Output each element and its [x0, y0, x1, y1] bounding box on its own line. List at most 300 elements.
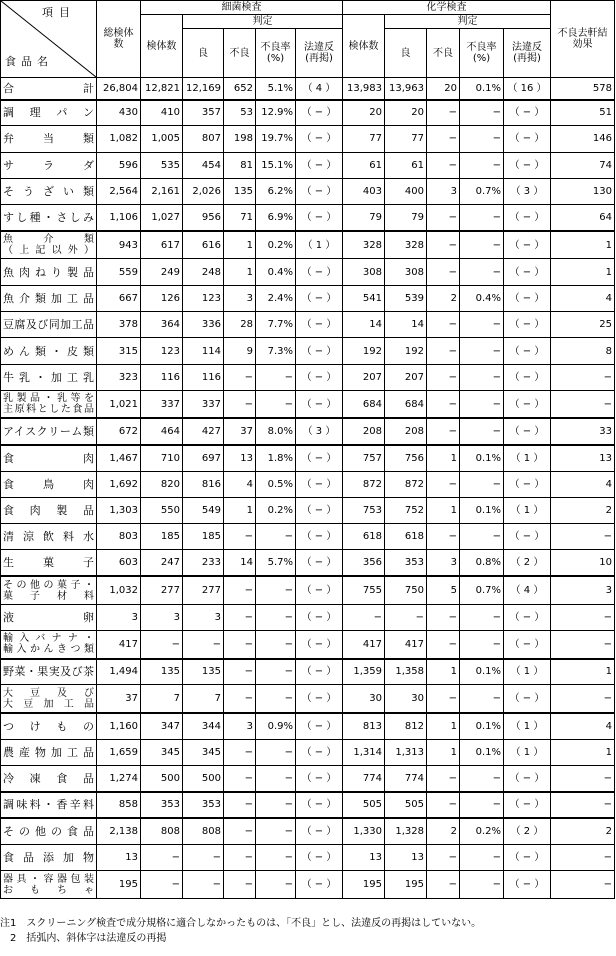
table-cell: − — [224, 364, 256, 390]
table-cell: 277 — [183, 576, 224, 604]
table-cell: 505 — [343, 792, 385, 818]
table-cell: 13 — [224, 445, 256, 471]
table-cell: 4 — [551, 471, 615, 497]
table-cell: 812 — [385, 713, 427, 739]
table-cell: 0.2% — [256, 497, 296, 523]
table-cell: 464 — [141, 418, 183, 444]
table-cell: − — [141, 631, 183, 659]
table-cell: 308 — [385, 259, 427, 285]
table-cell: 596 — [97, 152, 141, 178]
total-label: 合計 — [1, 78, 97, 100]
table-cell: 61 — [385, 152, 427, 178]
table-cell: − — [551, 524, 615, 550]
table-cell: （ − ） — [504, 126, 551, 152]
table-cell: 20 — [343, 100, 385, 126]
table-cell: 353 — [141, 792, 183, 818]
table-cell: 13 — [343, 844, 385, 870]
table-cell: 79 — [343, 205, 385, 231]
food-row — [1, 338, 615, 364]
table-cell: 74 — [551, 152, 615, 178]
table-cell: − — [224, 685, 256, 713]
food-name-line1: 大豆及び — [3, 687, 94, 699]
table-cell: 500 — [141, 765, 183, 791]
food-name-line1: 魚介類 — [3, 234, 94, 246]
table-cell: − — [427, 871, 460, 899]
food-name: そうざい類 — [1, 178, 97, 204]
table-cell: 0.8% — [460, 550, 504, 576]
table-cell: 813 — [343, 713, 385, 739]
table-cell: 12.9% — [256, 100, 296, 126]
table-cell: 185 — [141, 524, 183, 550]
footnote-2: 2 括弧内、斜体字は法違反の再掲 — [0, 933, 167, 944]
header-bacteria-violation: 法違反(再掲) — [296, 29, 343, 78]
food-name: 液卵 — [1, 604, 97, 630]
table-cell: （ 3 ） — [504, 178, 551, 204]
total-cell: 13,963 — [385, 78, 427, 100]
table-cell: 13 — [97, 844, 141, 870]
food-name-line2: 主原料とした食品 — [3, 404, 94, 416]
table-cell: − — [460, 685, 504, 713]
table-cell: − — [551, 765, 615, 791]
table-cell: （ − ） — [504, 100, 551, 126]
food-name — [1, 631, 97, 659]
table-cell: 1 — [427, 497, 460, 523]
table-cell: 1 — [427, 659, 460, 685]
food-name: 調味料・香辛料 — [1, 792, 97, 818]
table-cell: 323 — [97, 364, 141, 390]
table-cell: − — [224, 631, 256, 659]
table-cell: 2,026 — [183, 178, 224, 204]
food-row — [1, 285, 615, 311]
table-cell: − — [460, 844, 504, 870]
food-row — [1, 497, 615, 523]
table-cell: 505 — [385, 792, 427, 818]
table-cell: 10 — [551, 550, 615, 576]
table-cell: 0.1% — [460, 497, 504, 523]
food-name: 食肉製品 — [1, 497, 97, 523]
table-cell: 198 — [224, 126, 256, 152]
table-cell: 14 — [224, 550, 256, 576]
food-row — [1, 631, 615, 659]
header-chemical-samples: 検体数 — [343, 15, 385, 78]
table-cell: 192 — [343, 338, 385, 364]
table-cell: 7.3% — [256, 338, 296, 364]
table-cell: 549 — [183, 497, 224, 523]
table-cell: − — [256, 818, 296, 844]
table-cell: 400 — [385, 178, 427, 204]
table-cell: − — [427, 259, 460, 285]
table-cell: 248 — [183, 259, 224, 285]
table-cell: 192 — [385, 338, 427, 364]
food-name: 魚肉ねり製品 — [1, 259, 97, 285]
table-cell: − — [224, 765, 256, 791]
table-cell: − — [427, 338, 460, 364]
table-cell: − — [551, 390, 615, 418]
header-bacteria-judgement: 判定 — [183, 15, 343, 29]
food-name-line2: 輸入かんきつ類 — [3, 644, 94, 656]
table-cell: 0.1% — [460, 659, 504, 685]
food-row — [1, 739, 615, 765]
table-cell: 195 — [97, 871, 141, 899]
header-chemical-bad: 不良 — [427, 29, 460, 78]
table-cell: 684 — [385, 390, 427, 418]
food-name-line1: 乳製品・乳等を — [3, 393, 94, 405]
table-cell: 14 — [343, 312, 385, 338]
table-cell: 1 — [427, 739, 460, 765]
table-cell: 757 — [343, 445, 385, 471]
table-cell: − — [427, 205, 460, 231]
header-chemical-group: 化学検査 — [343, 1, 551, 15]
table-cell: 1,328 — [385, 818, 427, 844]
food-name: サラダ — [1, 152, 97, 178]
table-cell: − — [256, 576, 296, 604]
food-row — [1, 152, 615, 178]
header-chemical-good: 良 — [385, 29, 427, 78]
table-cell: 30 — [385, 685, 427, 713]
total-cell: 13,983 — [343, 78, 385, 100]
food-row — [1, 205, 615, 231]
table-cell: 123 — [183, 285, 224, 311]
table-cell: （ − ） — [296, 312, 343, 338]
table-cell: 803 — [97, 524, 141, 550]
table-cell: （ − ） — [296, 390, 343, 418]
footnote-1: 注1 スクリーニング検査で成分規格に適合しなかったものは、「不良」とし、法違反の再掲はしていない。 — [0, 918, 482, 929]
table-cell: − — [224, 524, 256, 550]
header-corner-cell — [1, 1, 97, 78]
table-cell: − — [551, 792, 615, 818]
table-cell: − — [224, 871, 256, 899]
table-cell: （ 1 ） — [504, 445, 551, 471]
table-cell: 618 — [385, 524, 427, 550]
table-cell: 77 — [385, 126, 427, 152]
table-cell: （ 2 ） — [504, 818, 551, 844]
table-cell: − — [427, 312, 460, 338]
table-cell: − — [460, 338, 504, 364]
food-row — [1, 445, 615, 471]
table-cell: 353 — [385, 550, 427, 576]
table-cell: （ − ） — [504, 631, 551, 659]
table-cell: 1.8% — [256, 445, 296, 471]
table-cell: 750 — [385, 576, 427, 604]
table-cell: − — [427, 792, 460, 818]
table-cell: − — [460, 205, 504, 231]
table-cell: （ − ） — [504, 205, 551, 231]
table-cell: − — [460, 471, 504, 497]
table-cell: − — [551, 871, 615, 899]
table-cell: （ − ） — [504, 524, 551, 550]
table-cell: 1 — [224, 497, 256, 523]
footnotes — [0, 916, 481, 946]
table-cell: （ − ） — [504, 844, 551, 870]
table-cell: − — [224, 659, 256, 685]
table-cell: 13 — [385, 844, 427, 870]
table-cell: 0.1% — [460, 713, 504, 739]
table-cell: 808 — [183, 818, 224, 844]
table-cell: − — [551, 631, 615, 659]
table-cell: 1 — [427, 713, 460, 739]
table-cell: 0.4% — [460, 285, 504, 311]
table-cell: 51 — [551, 100, 615, 126]
table-cell: − — [460, 792, 504, 818]
table-cell: − — [183, 844, 224, 870]
header-food-label: 食品名 — [5, 55, 53, 68]
food-row — [1, 524, 615, 550]
total-cell: 12,169 — [183, 78, 224, 100]
food-name: 食鳥肉 — [1, 471, 97, 497]
table-cell: 2 — [551, 497, 615, 523]
table-cell: （ − ） — [296, 205, 343, 231]
table-cell: 8 — [551, 338, 615, 364]
table-cell: 37 — [97, 685, 141, 713]
table-cell: 667 — [97, 285, 141, 311]
table-cell: − — [427, 604, 460, 630]
food-name: 豆腐及び同加工品 — [1, 312, 97, 338]
table-cell: − — [427, 471, 460, 497]
table-cell: 1,314 — [343, 739, 385, 765]
table-cell: − — [224, 604, 256, 630]
total-cell: 12,821 — [141, 78, 183, 100]
table-cell: 19.7% — [256, 126, 296, 152]
table-cell: （ − ） — [504, 390, 551, 418]
table-cell: （ 1 ） — [504, 659, 551, 685]
food-name-line2: （上記以外） — [3, 245, 94, 257]
header-total-samples: 総検体数 — [97, 1, 141, 78]
table-cell: − — [427, 152, 460, 178]
table-cell: − — [427, 126, 460, 152]
table-cell: − — [224, 739, 256, 765]
table-cell: 207 — [343, 364, 385, 390]
table-cell: （ − ） — [296, 713, 343, 739]
table-cell: （ 2 ） — [504, 550, 551, 576]
food-row — [1, 364, 615, 390]
table-cell: − — [460, 390, 504, 418]
table-cell: 0.7% — [460, 178, 504, 204]
table-cell: （ − ） — [296, 364, 343, 390]
food-row — [1, 844, 615, 870]
table-cell: − — [427, 844, 460, 870]
table-cell: 616 — [183, 231, 224, 259]
table-cell: − — [256, 604, 296, 630]
table-cell: 550 — [141, 497, 183, 523]
header-bacteria-bad: 不良 — [224, 29, 256, 78]
food-row — [1, 765, 615, 791]
food-name-line2: おもちゃ — [3, 884, 94, 896]
table-cell: 1,467 — [97, 445, 141, 471]
table-cell: 672 — [97, 418, 141, 444]
table-cell: （ − ） — [296, 524, 343, 550]
table-cell: 249 — [141, 259, 183, 285]
table-cell: 1,313 — [385, 739, 427, 765]
table-cell: 808 — [141, 818, 183, 844]
total-cell: 26,804 — [97, 78, 141, 100]
table-cell: （ − ） — [504, 285, 551, 311]
header-bacteria-group: 細菌検査 — [141, 1, 343, 15]
table-cell: − — [427, 231, 460, 259]
table-cell: 126 — [141, 285, 183, 311]
table-cell: 500 — [183, 765, 224, 791]
table-cell: 195 — [385, 871, 427, 899]
table-cell: 135 — [224, 178, 256, 204]
table-cell: − — [551, 685, 615, 713]
table-cell: − — [385, 604, 427, 630]
table-cell: 7.7% — [256, 312, 296, 338]
table-cell: 353 — [183, 792, 224, 818]
table-cell: （ − ） — [296, 152, 343, 178]
table-cell: 0.1% — [460, 739, 504, 765]
table-cell: 123 — [141, 338, 183, 364]
table-cell: − — [141, 871, 183, 899]
table-cell: 872 — [343, 471, 385, 497]
table-cell: 0.9% — [256, 713, 296, 739]
table-cell: 116 — [183, 364, 224, 390]
header-chemical-judgement: 判定 — [385, 15, 551, 29]
header-chemical-bad-rate: 不良率(%) — [460, 29, 504, 78]
table-cell: （ 4 ） — [504, 576, 551, 604]
table-cell: − — [460, 152, 504, 178]
table-cell: （ 1 ） — [504, 739, 551, 765]
table-cell: （ − ） — [296, 126, 343, 152]
food-name — [1, 871, 97, 899]
table-cell: 774 — [343, 765, 385, 791]
food-row — [1, 178, 615, 204]
food-name: 清涼飲料水 — [1, 524, 97, 550]
table-cell: （ − ） — [504, 338, 551, 364]
header-chemical-violation: 法違反(再掲) — [504, 29, 551, 78]
table-cell: 4 — [224, 471, 256, 497]
table-cell: 1 — [224, 259, 256, 285]
table-cell: （ 1 ） — [504, 497, 551, 523]
table-cell: 356 — [343, 550, 385, 576]
table-cell: （ − ） — [296, 576, 343, 604]
table-cell: 116 — [141, 364, 183, 390]
table-cell: （ − ） — [296, 631, 343, 659]
table-cell: （ 1 ） — [296, 231, 343, 259]
table-cell: 337 — [183, 390, 224, 418]
table-cell: 79 — [385, 205, 427, 231]
food-row — [1, 231, 615, 259]
table-cell: （ − ） — [296, 285, 343, 311]
table-cell: 1,659 — [97, 739, 141, 765]
table-cell: （ − ） — [296, 259, 343, 285]
table-cell: 6.9% — [256, 205, 296, 231]
food-row — [1, 550, 615, 576]
table-cell: 1,358 — [385, 659, 427, 685]
table-cell: （ − ） — [504, 685, 551, 713]
table-cell: 14 — [385, 312, 427, 338]
table-cell: − — [256, 765, 296, 791]
table-cell: 247 — [141, 550, 183, 576]
table-cell: 1,021 — [97, 390, 141, 418]
table-cell: 0.4% — [256, 259, 296, 285]
table-cell: 28 — [224, 312, 256, 338]
table-cell: − — [256, 390, 296, 418]
table-cell: 5 — [427, 576, 460, 604]
table-cell: （ − ） — [504, 471, 551, 497]
table-cell: 541 — [343, 285, 385, 311]
table-cell: 135 — [141, 659, 183, 685]
table-cell: 755 — [343, 576, 385, 604]
total-row — [1, 78, 615, 100]
table-cell: 33 — [551, 418, 615, 444]
food-name: 生菓子 — [1, 550, 97, 576]
table-cell: − — [460, 871, 504, 899]
table-cell: − — [551, 364, 615, 390]
table-cell: 328 — [385, 231, 427, 259]
food-name — [1, 685, 97, 713]
table-cell: 7 — [183, 685, 224, 713]
table-cell: 5.7% — [256, 550, 296, 576]
table-cell: 2,564 — [97, 178, 141, 204]
table-cell: （ − ） — [296, 471, 343, 497]
food-name: すし種・さしみ — [1, 205, 97, 231]
table-cell: 0.5% — [256, 471, 296, 497]
table-cell: 1 — [427, 445, 460, 471]
table-cell: 417 — [385, 631, 427, 659]
total-cell: 5.1% — [256, 78, 296, 100]
table-cell: 37 — [224, 418, 256, 444]
table-cell: 697 — [183, 445, 224, 471]
table-cell: 618 — [343, 524, 385, 550]
food-name: めん類・皮類 — [1, 338, 97, 364]
table-cell: − — [256, 871, 296, 899]
table-cell: 0.2% — [256, 231, 296, 259]
table-cell: 3 — [97, 604, 141, 630]
food-name-line1: その他の菓子・ — [3, 579, 94, 591]
table-cell: 277 — [141, 576, 183, 604]
table-cell: 3 — [183, 604, 224, 630]
total-cell: 0.1% — [460, 78, 504, 100]
table-cell: 1,082 — [97, 126, 141, 152]
table-cell: 195 — [343, 871, 385, 899]
total-cell: 20 — [427, 78, 460, 100]
table-cell: （ − ） — [504, 765, 551, 791]
food-name: 調理パン — [1, 100, 97, 126]
table-cell: 943 — [97, 231, 141, 259]
table-cell: 820 — [141, 471, 183, 497]
table-cell: （ − ） — [296, 178, 343, 204]
table-cell: − — [256, 524, 296, 550]
table-cell: 345 — [183, 739, 224, 765]
food-name-line2: 菓子材料 — [3, 590, 94, 602]
table-cell: 15.1% — [256, 152, 296, 178]
table-cell: 207 — [385, 364, 427, 390]
table-cell: 64 — [551, 205, 615, 231]
total-cell: 652 — [224, 78, 256, 100]
table-cell: （ − ） — [296, 844, 343, 870]
table-cell: 1,032 — [97, 576, 141, 604]
table-cell: （ 3 ） — [296, 418, 343, 444]
table-cell: 539 — [385, 285, 427, 311]
table-cell: 752 — [385, 497, 427, 523]
food-name: 食品添加物 — [1, 844, 97, 870]
table-cell: 617 — [141, 231, 183, 259]
table-cell: − — [460, 126, 504, 152]
table-cell: − — [460, 364, 504, 390]
table-cell: （ − ） — [296, 497, 343, 523]
table-cell: 3 — [551, 576, 615, 604]
table-cell: 1 — [551, 231, 615, 259]
table-cell: − — [183, 631, 224, 659]
header-item-label: 項目 — [42, 6, 76, 19]
header-bacteria-bad-rate: 不良率(%) — [256, 29, 296, 78]
table-cell: 0.7% — [460, 576, 504, 604]
table-cell: − — [141, 844, 183, 870]
table-cell: 3 — [224, 285, 256, 311]
table-cell: − — [460, 231, 504, 259]
food-name: つけもの — [1, 713, 97, 739]
food-name: 魚介類加工品 — [1, 285, 97, 311]
food-name: その他の食品 — [1, 818, 97, 844]
